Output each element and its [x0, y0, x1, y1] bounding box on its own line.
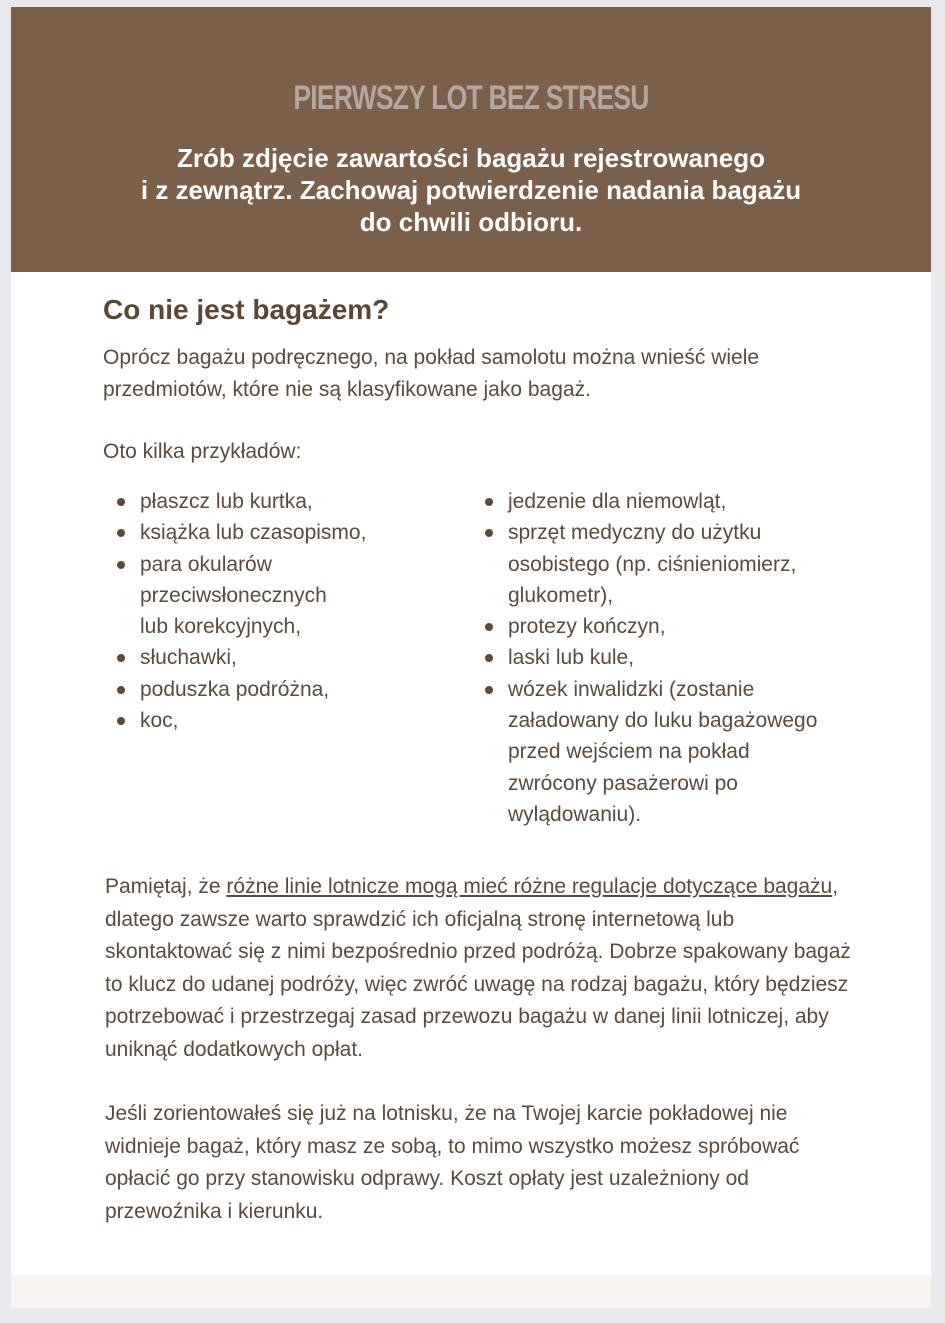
list-item-text: wylądowaniu). [508, 802, 642, 826]
list-item [117, 549, 447, 643]
list-item-text: sprzęt medyczny do użytku [508, 521, 762, 545]
bullet-icon [485, 623, 493, 631]
hero-title-line: i z zewnątrz. Zachowaj potwierdzenie nadania bagażu [140, 175, 802, 205]
list-item-text: słuchawki, [140, 646, 237, 670]
intro-paragraph [103, 342, 863, 406]
hero-banner [11, 7, 931, 272]
remember-paragraph [105, 871, 855, 1066]
intro-line: Oprócz bagażu podręcznego, na pokład samolotu można wnieść wiele [103, 346, 760, 369]
list-item [485, 517, 855, 611]
airline-regulations-link[interactable]: różne linie lotnicze mogą mieć różne regulacje dotyczące bagażu [226, 875, 833, 898]
list-item-text: protezy kończyn, [508, 615, 666, 639]
examples-lists [103, 486, 863, 831]
remember-suffix: , dlatego zawsze warto sprawdzić ich oficjalną stronę internetową lub skontaktować się z nimi bezpośrednio przed podróżą. Dobrze spakowany bagaż to klucz do udanej podróży, więc zwróć uwagę na rodzaj bagażu, który będziesz potrzebować i przestrzegaj zasad przewozu bagażu w danej linii lotniczej, aby uniknąć dodatkowych opłat. [105, 875, 851, 1061]
list-item-text: lub korekcyjnych, [140, 615, 302, 639]
hero-title-line: Zrób zdjęcie zawartości bagażu rejestrowanego [176, 143, 766, 173]
bullet-icon [117, 561, 125, 569]
list-item-text: załadowany do luku bagażowego [508, 709, 818, 733]
list-item-text: koc, [140, 709, 179, 733]
examples-label: Oto kilka przykładów: [103, 440, 302, 463]
bullet-icon [485, 498, 493, 506]
list-item [117, 517, 447, 548]
examples-list-left [117, 486, 447, 736]
examples-list-right [485, 486, 855, 830]
list-item-text: przed wejściem na pokład [508, 740, 750, 764]
bullet-icon [117, 654, 125, 662]
list-item [117, 486, 447, 517]
list-item-text: para okularów [140, 552, 272, 576]
section-heading: Co nie jest bagażem? [103, 294, 390, 325]
list-item [485, 486, 855, 517]
list-item [117, 705, 447, 736]
list-item-text: osobistego (np. ciśnieniomierz, [508, 552, 797, 576]
list-item-text: płaszcz lub kurtka, [140, 490, 313, 513]
footer-strip [11, 1275, 931, 1308]
hero-title-line: do chwili odbioru. [359, 207, 583, 237]
list-item-text: laski lub kule, [508, 646, 635, 670]
article-content [103, 292, 863, 831]
list-item [117, 642, 447, 673]
list-item-text: poduszka podróżna, [140, 677, 330, 701]
hero-kicker: PIERWSZY LOT BEZ STRESU [293, 79, 649, 117]
remember-prefix: Pamiętaj, że [105, 875, 227, 898]
bullet-icon [485, 686, 493, 694]
bullet-icon [485, 654, 493, 662]
list-item [485, 642, 855, 673]
bullet-icon [117, 717, 125, 725]
article-card [11, 7, 931, 1308]
list-item-text: jedzenie dla niemowląt, [508, 490, 727, 513]
list-item-text: wózek inwalidzki (zostanie [508, 677, 755, 701]
list-item [485, 611, 855, 642]
bullet-icon [485, 529, 493, 537]
bullet-icon [117, 529, 125, 537]
bullet-icon [117, 686, 125, 694]
intro-line: przedmiotów, które nie są klasyfikowane jako bagaż. [103, 378, 591, 401]
list-item-text: zwrócony pasażerowi po [508, 771, 738, 795]
list-item-text: glukometr), [508, 583, 614, 607]
list-item [485, 674, 855, 830]
list-item-text: książka lub czasopismo, [140, 521, 367, 545]
airport-note-paragraph: Jeśli zorientowałeś się już na lotnisku, że na Twojej karcie pokładowej nie widnieje bagaż, który masz ze sobą, to mimo wszystko możesz spróbować opłacić go przy stanowisku odprawy. Koszt opłaty jest uzależniony od przewoźnika i kierunku. [105, 1102, 800, 1223]
list-item-text: przeciwsłonecznych [140, 583, 327, 607]
bullet-icon [117, 498, 125, 506]
list-item [117, 674, 447, 705]
hero-title [81, 142, 861, 238]
